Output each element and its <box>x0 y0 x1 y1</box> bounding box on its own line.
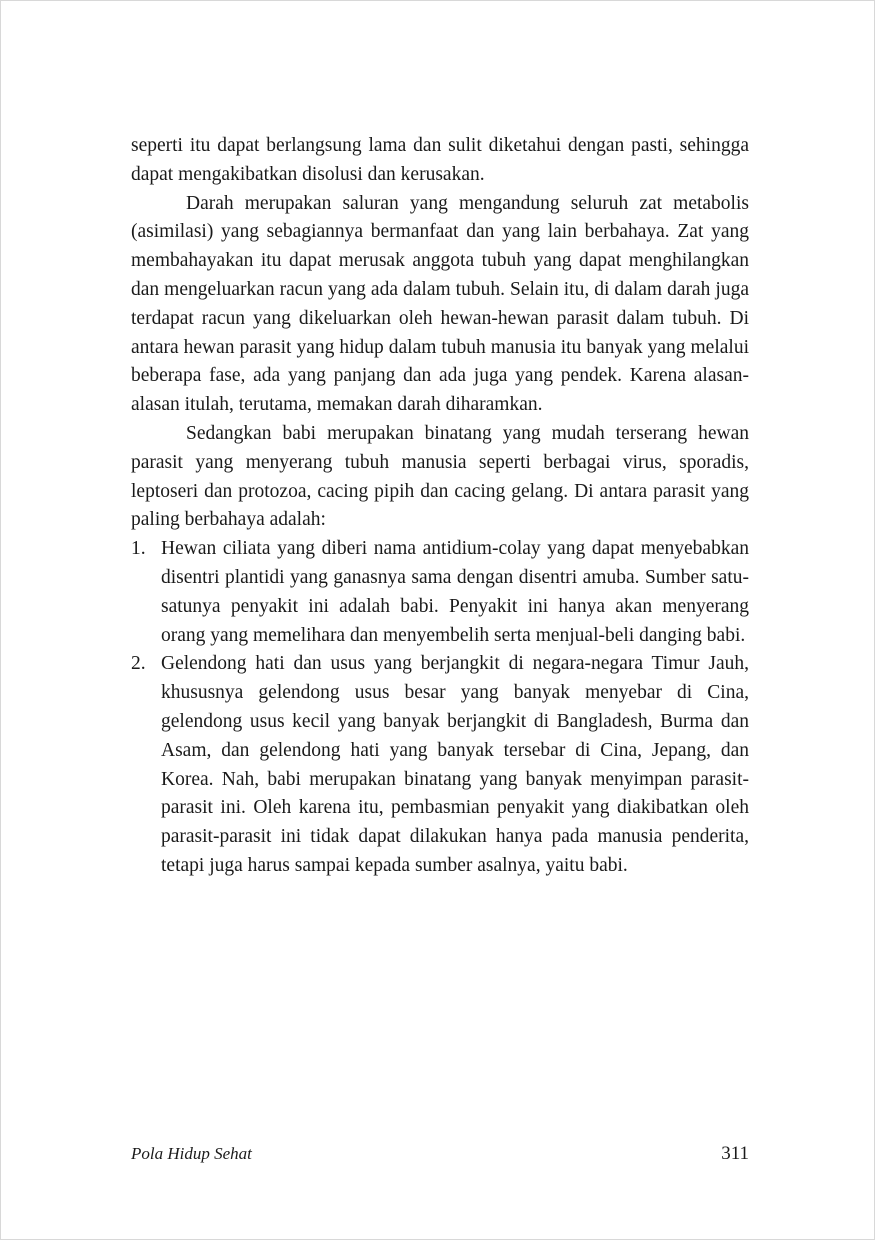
footer-page-number: 311 <box>721 1143 749 1164</box>
paragraph: Sedangkan babi merupakan binatang yang mudah terserang hewan parasit yang menyerang tubuh manusia seperti berbagai virus, sporadis, leptoseri dan protozoa, cacing pipih dan cacing gelang. Di antara parasit yang paling berbahaya adalah: <box>131 422 749 531</box>
paragraph: seperti itu dapat berlangsung lama dan sulit diketahui dengan pasti, sehingga dapat mengakibatkan disolusi dan kerusakan. <box>131 135 749 185</box>
list-item-number: 1. <box>131 538 146 560</box>
numbered-list <box>131 535 749 881</box>
text-block <box>131 132 749 881</box>
page-footer <box>131 1143 749 1165</box>
footer-book-title: Pola Hidup Sehat <box>131 1144 252 1163</box>
list-item <box>131 650 749 880</box>
list-item-text: Gelendong hati dan usus yang berjangkit di negara-negara Timur Jauh, khususnya gelendong usus besar yang banyak menyebar di Cina, gelendong usus kecil yang banyak berjangkit di Bangladesh, Burma dan Asam, dan gelendong hati yang banyak tersebar di Cina, Jepang, dan Korea. Nah, babi merupakan binatang yang banyak menyimpan parasit-parasit ini. Oleh karena itu, pembasmian penyakit yang diakibatkan oleh parasit-parasit ini tidak dapat dilakukan hanya pada manusia penderita, tetapi juga harus sampai kepada sumber asalnya, yaitu babi. <box>161 653 749 876</box>
list-item-text: Hewan ciliata yang diberi nama antidium-colay yang dapat menyebabkan disentri plantidi yang ganasnya sama dengan disentri amuba. Sumber satu-satunya penyakit ini adalah babi. Penyakit ini hanya akan menyerang orang yang memelihara dan menyembelih serta menjual-beli danging babi. <box>161 538 749 646</box>
list-item-number: 2. <box>131 653 146 675</box>
paragraph: Darah merupakan saluran yang mengandung seluruh zat metabolis (asimilasi) yang sebagiannya bermanfaat dan yang lain berbahaya. Zat yang membahayakan itu dapat merusak anggota tubuh yang dapat menghilangkan dan mengeluarkan racun yang ada dalam tubuh. Selain itu, di dalam darah juga terdapat racun yang dikeluarkan oleh hewan-hewan parasit dalam tubuh. Di antara hewan parasit yang hidup dalam tubuh manusia itu banyak yang melalui beberapa fase, ada yang panjang dan ada juga yang pendek. Karena alasan-alasan itulah, terutama, memakan darah diharamkan. <box>131 192 749 416</box>
list-item <box>131 535 749 650</box>
